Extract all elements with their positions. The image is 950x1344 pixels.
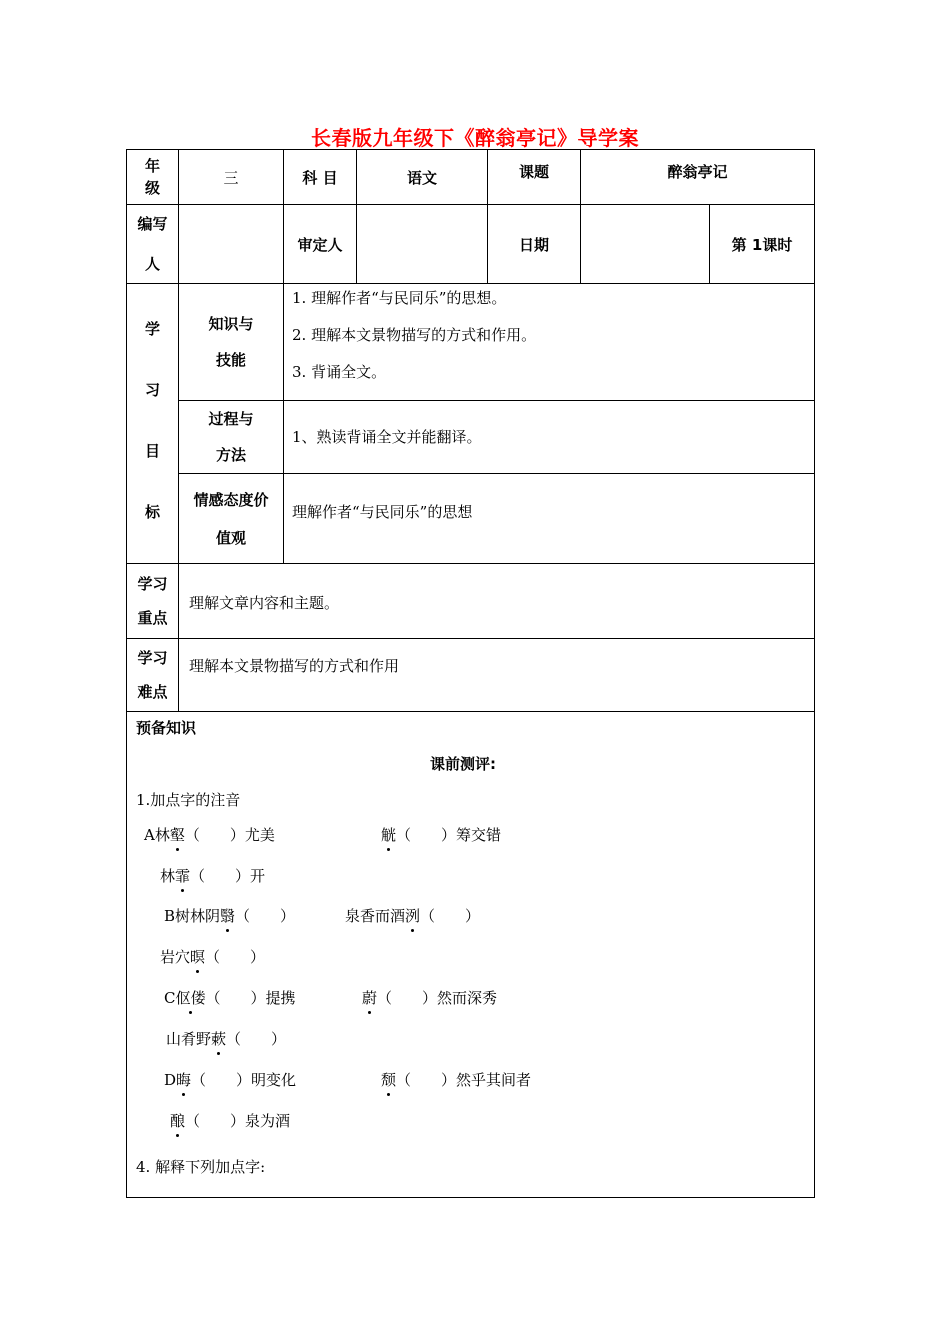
difficulty-label: [126, 638, 179, 712]
prep-section: [126, 711, 815, 1198]
emotion-item-1: 理解作者“与民同乐”的思想: [292, 503, 473, 521]
item-a3: [160, 865, 265, 886]
item-c1-post: （ ）提携: [205, 989, 296, 1007]
subject-value: 语文: [356, 149, 488, 205]
goals-side-label: [126, 283, 179, 564]
item-d2: [381, 1069, 531, 1090]
grade-label-line1: 年: [144, 157, 160, 175]
author-value: [178, 204, 284, 284]
item-d3-dotted: 酿: [170, 1112, 186, 1130]
item-c2-post: （ ）然而深秀: [377, 989, 498, 1007]
item-d2-post: （ ）然乎其间者: [396, 1071, 532, 1089]
process-item-1: 1、熟读背诵全文并能翻译。: [292, 428, 482, 446]
focus-label: [126, 563, 179, 639]
item-b1-post: （ ）: [235, 907, 296, 925]
question-4: 4. 解释下列加点字:: [136, 1158, 266, 1176]
prep-heading: 预备知识: [136, 719, 197, 737]
item-d2-dotted: 颓: [381, 1071, 397, 1089]
item-d1-dotted: 晦: [176, 1071, 192, 1089]
difficulty-label-2: 难点: [137, 683, 168, 701]
emotion-label-2: 值观: [215, 528, 246, 547]
subject-label: 科 目: [283, 149, 357, 205]
item-b3-dotted: 暝: [190, 948, 206, 966]
focus-text: [178, 563, 815, 639]
item-c3-dotted: 蔌: [211, 1030, 227, 1048]
date-label: 日期: [487, 204, 581, 284]
item-b1: [164, 905, 295, 926]
item-a2-post: （ ）筹交错: [396, 826, 502, 844]
difficulty-text-content: 理解本文景物描写的方式和作用: [189, 657, 400, 675]
emotion-items: [283, 473, 815, 564]
item-c2-dotted: 蔚: [362, 989, 378, 1007]
page-title: 长春版九年级下《醉翁亭记》导学案: [311, 126, 639, 150]
item-c3: [166, 1028, 286, 1049]
topic-label-text: 课题: [518, 163, 549, 181]
grade-label-line2: 级: [144, 179, 160, 197]
goals-side-4: 标: [145, 503, 161, 521]
goals-side-3: 目: [145, 442, 161, 460]
item-a1-pre: A林: [144, 826, 170, 844]
topic-value: [580, 149, 815, 205]
grade-label: [126, 149, 179, 205]
item-a1: [144, 824, 275, 845]
author-label-line2: 人: [144, 255, 160, 273]
item-a1-post: （ ）尤美: [184, 826, 275, 844]
goals-side-1: 学: [145, 320, 161, 338]
focus-label-1: 学习: [137, 575, 168, 593]
difficulty-label-1: 学习: [137, 649, 168, 667]
item-b3-post: （ ）: [205, 948, 266, 966]
item-c3-pre: 山肴野: [166, 1030, 212, 1048]
item-b1-pre: B树林阴: [164, 907, 221, 925]
knowledge-item-3: 3. 背诵全文。: [292, 363, 387, 381]
knowledge-label: [178, 283, 284, 401]
item-c3-post: （ ）: [226, 1030, 287, 1048]
item-c1-dotted: 伛偻: [175, 989, 206, 1007]
item-a2-dotted: 觥: [381, 826, 397, 844]
knowledge-item-2: 2. 理解本文景物描写的方式和作用。: [292, 326, 537, 344]
reviewer-label: 审定人: [283, 204, 357, 284]
item-b3-pre: 岩穴: [160, 948, 191, 966]
topic-label: [487, 149, 581, 205]
difficulty-text: [178, 638, 815, 712]
item-a3-pre: 林: [160, 867, 176, 885]
question-1: 1.加点字的注音: [136, 791, 241, 809]
topic-value-text: 醉翁亭记: [667, 163, 728, 181]
item-d3-post: （ ）泉为酒: [185, 1112, 291, 1130]
date-value: [580, 204, 710, 284]
item-d3: [170, 1110, 290, 1131]
item-a1-dotted: 壑: [169, 826, 185, 844]
focus-label-2: 重点: [137, 609, 168, 627]
emotion-label: [178, 473, 284, 564]
item-b2-post: （ ）: [420, 907, 481, 925]
item-c2: [362, 987, 497, 1008]
item-d1: [164, 1069, 296, 1090]
emotion-label-1: 情感态度价: [193, 490, 269, 509]
grade-value: 三: [178, 149, 284, 205]
item-c1: [164, 987, 296, 1008]
item-a3-dotted: 霏: [175, 867, 191, 885]
item-a2: [381, 824, 501, 845]
item-b1-dotted: 翳: [220, 907, 236, 925]
author-label-line1: 编写: [137, 215, 168, 233]
item-b3: [160, 946, 265, 967]
goals-side-2: 习: [145, 381, 161, 399]
item-d1-post: （ ）明变化: [191, 1071, 297, 1089]
process-label-2: 方法: [215, 446, 246, 464]
item-b2-dotted: 洌: [405, 907, 421, 925]
process-items: [283, 400, 815, 474]
knowledge-label-2: 技能: [215, 351, 246, 369]
item-b2-pre: 泉香而酒: [345, 907, 406, 925]
process-label-1: 过程与: [208, 410, 254, 428]
period-label: 第 1课时: [709, 204, 815, 284]
process-label: [178, 400, 284, 474]
item-a3-post: （ ）开: [190, 867, 266, 885]
knowledge-label-1: 知识与: [208, 315, 254, 333]
prep-test-title: 课前测评:: [430, 755, 496, 773]
item-d1-pre: D: [164, 1071, 177, 1089]
focus-text-content: 理解文章内容和主题。: [189, 594, 340, 612]
knowledge-item-1: 1. 理解作者“与民同乐”的思想。: [292, 289, 507, 307]
author-label: [126, 204, 179, 284]
item-b2: [345, 905, 480, 926]
item-c1-pre: C: [164, 989, 176, 1007]
knowledge-items: [283, 283, 815, 401]
reviewer-value: [356, 204, 488, 284]
